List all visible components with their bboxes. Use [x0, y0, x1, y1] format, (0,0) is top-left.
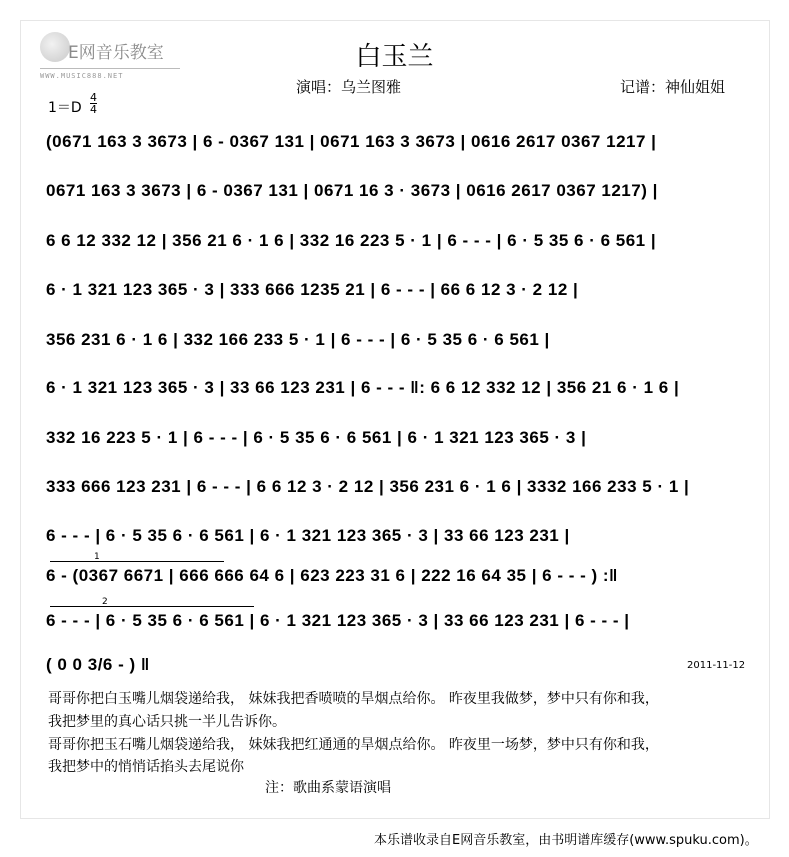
logo-url: WWW.MUSIC888.NET — [40, 72, 124, 80]
score-row-text: 6 - - - | 6 · 5 35 6 · 6 561 | 6 · 1 321 123 365 · 3 | 33 66 123 231 | 6 - - - | — [46, 611, 630, 630]
lyric-line-3: 哥哥你把玉石嘴儿烟袋递给我， 妹妹我把红通通的旱烟点给你。 昨夜里一场梦，梦中只有你和我， — [48, 737, 659, 753]
source-footer[interactable]: 本乐谱收录自E网音乐教室，由书明谱库缓存(www.spuku.com)。 — [374, 833, 758, 848]
volta-bracket-1 — [50, 552, 224, 562]
score-row-5 — [46, 330, 758, 356]
volta-number-2: 2 — [102, 597, 108, 607]
score-row-12 — [46, 655, 246, 681]
score-row-text: ( 0 0 3/6 - ) ‖ — [46, 655, 150, 674]
score-row-10 — [46, 566, 758, 592]
lyric-line-4: 我把梦中的悄悄话掐头去尾说你 — [48, 759, 244, 775]
time-signature-top: 4 — [90, 91, 97, 104]
score-row-text: 0671 163 3 3673 | 6 - 0367 131 | 0671 16 3 · 3673 | 0616 2617 0367 1217) | — [46, 181, 658, 200]
volta-number-1: 1 — [94, 552, 100, 562]
score-row-11 — [46, 611, 758, 637]
time-signature — [90, 92, 97, 115]
score-row-text: 356 231 6 · 1 6 | 332 166 233 5 · 1 | 6 - - - | 6 · 5 35 6 · 6 561 | — [46, 330, 550, 349]
score-row-text: 6 - - - | 6 · 5 35 6 · 6 561 | 6 · 1 321 123 365 · 3 | 33 66 123 231 | — [46, 526, 570, 545]
score-row-6 — [46, 378, 758, 404]
score-row-text: 333 666 123 231 | 6 - - - | 6 6 12 3 · 2 12 | 356 231 6 · 1 6 | 3332 166 233 5 · 1 | — [46, 477, 690, 496]
score-row-text: 6 6 12 332 12 | 356 21 6 · 1 6 | 332 16 223 5 · 1 | 6 - - - | 6 · 5 35 6 · 6 561 | — [46, 231, 657, 250]
lyric-line-1: 哥哥你把白玉嘴儿烟袋递给我， 妹妹我把香喷喷的旱烟点给你。 昨夜里我做梦，梦中只有你和我， — [48, 691, 659, 707]
time-signature-bottom: 4 — [90, 103, 97, 116]
logo-site-name: E网音乐教室 — [68, 43, 164, 63]
singer-credit: 演唱：乌兰图雅 — [296, 78, 402, 96]
transcriber-credit: 记谱：神仙姐姐 — [620, 78, 726, 96]
score-row-8 — [46, 477, 758, 503]
score-row-9 — [46, 526, 758, 552]
lyric-line-2: 我把梦里的真心话只挑一半儿告诉你。 — [48, 714, 286, 730]
song-title: 白玉兰 — [355, 42, 434, 72]
key-signature: 1＝D — [48, 100, 82, 116]
volta-bracket-2 — [50, 597, 254, 607]
score-row-text: 6 · 1 321 123 365 · 3 | 33 66 123 231 | 6 - - - ‖: 6 6 12 332 12 | 356 21 6 · 1 6 | — [46, 378, 680, 397]
score-row-7 — [46, 428, 758, 454]
score-row-2 — [46, 181, 758, 207]
score-row-text: (0671 163 3 3673 | 6 - 0367 131 | 0671 163 3 3673 | 0616 2617 0367 1217 | — [46, 132, 657, 151]
score-row-1 — [46, 132, 758, 158]
score-row-text: 6 · 1 321 123 365 · 3 | 333 666 1235 21 | 6 - - - | 66 6 12 3 · 2 12 | — [46, 280, 579, 299]
transcription-date: 2011-11-12 — [687, 660, 746, 671]
score-row-text: 6 - (0367 6671 | 666 666 64 6 | 623 223 31 6 | 222 16 64 35 | 6 - - - ) :‖ — [46, 566, 619, 585]
score-row-3 — [46, 231, 758, 257]
score-row-4 — [46, 280, 758, 306]
score-row-text: 332 16 223 5 · 1 | 6 - - - | 6 · 5 35 6 · 6 561 | 6 · 1 321 123 365 · 3 | — [46, 428, 587, 447]
language-note: 注：歌曲系蒙语演唱 — [265, 780, 391, 796]
